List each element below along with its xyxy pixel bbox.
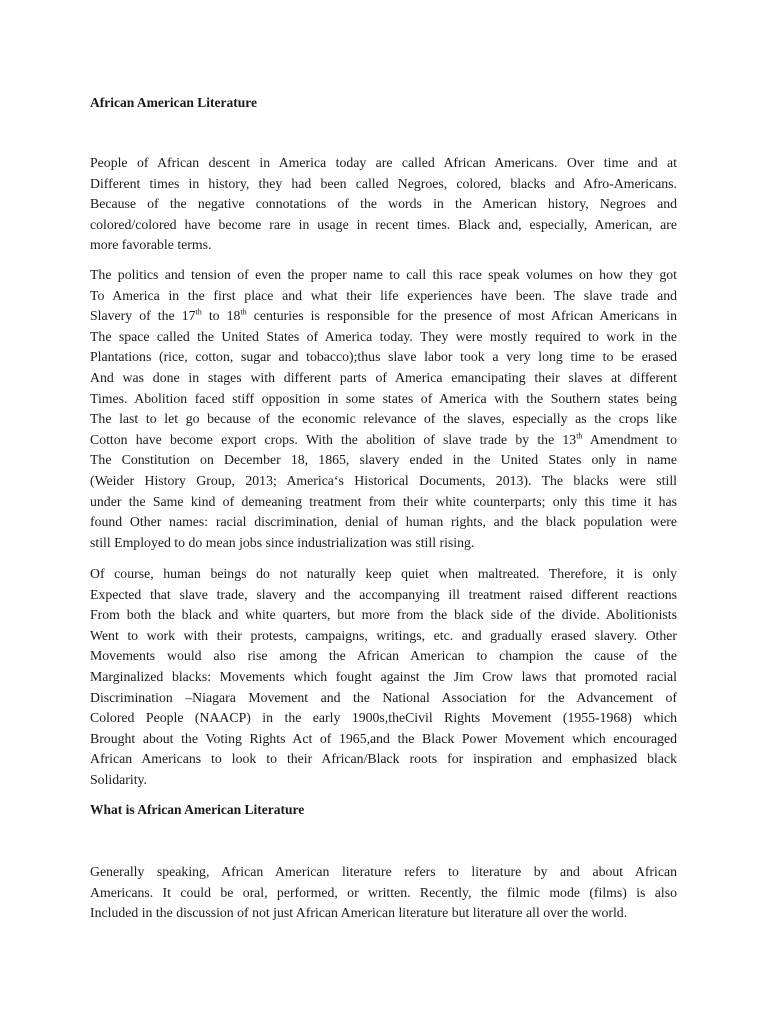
text-line: Colored People (NAACP) in the early 1900s,theCivil Rights Movement (1955-1968) which bbox=[90, 710, 677, 726]
text-line: Expected that slave trade, slavery and the accompanying ill treatment raised different reactions bbox=[90, 586, 677, 602]
text-line: more favorable terms. bbox=[90, 237, 212, 253]
text-line: To America in the first place and what their life experiences have been. The slave trade and bbox=[90, 287, 677, 303]
paragraph-intro bbox=[90, 153, 677, 256]
text-line: And was done in stages with different parts of America emancipating their slaves at different bbox=[90, 369, 677, 385]
text-line: Marginalized blacks: Movements which fought against the Jim Crow laws that promoted racial bbox=[90, 668, 677, 684]
text-line: (Weider History Group, 2013; America‘s Historical Documents, 2013). The blacks were still bbox=[90, 472, 677, 488]
text-line: African Americans to look to their African/Black roots for inspiration and emphasized black bbox=[90, 751, 677, 767]
text-line: Americans. It could be oral, performed, or written. Recently, the filmic mode (films) is also bbox=[90, 884, 677, 900]
text-line: The last to let go because of the economic relevance of the slaves, especially as the crops like bbox=[90, 411, 677, 427]
text-line: Generally speaking, African American literature refers to literature by and about African bbox=[90, 864, 677, 879]
section-subheading: What is African American Literature bbox=[90, 802, 305, 817]
text-line: colored/colored have become rare in usage in recent times. Black and, especially, American, are bbox=[90, 216, 677, 232]
text-line: Went to work with their protests, campaigns, writings, etc. and gradually erased slavery. Other bbox=[90, 627, 677, 643]
paragraph-politics bbox=[90, 265, 677, 553]
text-line: People of African descent in America today are called African Americans. Over time and at bbox=[90, 155, 677, 170]
text-line: The space called the United States of America today. They were mostly required to work in the bbox=[90, 328, 677, 344]
text-line: From both the black and white quarters, but more from the black side of the divide. Abolitionists bbox=[90, 607, 677, 623]
text-line: The politics and tension of even the proper name to call this race speak volumes on how they got bbox=[90, 267, 677, 282]
text-line: Times. Abolition faced stiff opposition in some states of America with the Southern states being bbox=[90, 390, 677, 406]
text-line: still Employed to do mean jobs since industrialization was still rising. bbox=[90, 534, 475, 550]
text-line: Plantations (rice, cotton, sugar and tobacco);thus slave labor took a very long time to be erased bbox=[90, 349, 677, 365]
text-line: Cotton have become export crops. With the abolition of slave trade by the 13th Amendment to bbox=[90, 431, 678, 447]
text-line: Discrimination –Niagara Movement and the National Association for the Advancement of bbox=[90, 689, 677, 705]
text-line: Slavery of the 17th to 18th centuries is responsible for the presence of most African Americans in bbox=[90, 307, 677, 324]
text-line: Because of the negative connotations of the words in the American history, Negroes and bbox=[90, 196, 677, 212]
ordinal-suffix: th bbox=[195, 307, 202, 317]
text-line: Brought about the Voting Rights Act of 1965,and the Black Power Movement which encouraged bbox=[90, 730, 677, 746]
paragraph-definition bbox=[90, 862, 677, 924]
ordinal-suffix: th bbox=[576, 431, 583, 441]
text-line: Movements would also rise among the African American to champion the cause of the bbox=[90, 648, 677, 664]
paragraph-movements bbox=[90, 564, 677, 791]
text-line: The Constitution on December 18, 1865, slavery ended in the United States only in name bbox=[90, 452, 677, 468]
text-line: Of course, human beings do not naturally keep quiet when maltreated. Therefore, it is only bbox=[90, 566, 677, 581]
text-line: Included in the discussion of not just African American literature but literature all over the world. bbox=[90, 905, 628, 921]
text-line: Different times in history, they had been called Negroes, colored, blacks and Afro-Americans. bbox=[90, 175, 677, 191]
ordinal-suffix: th bbox=[240, 307, 247, 317]
text-line: under the Same kind of demeaning treatment from their white counterparts; only this time it has bbox=[90, 493, 677, 509]
text-line: found Other names: racial discrimination, denial of human rights, and the black population were bbox=[90, 514, 677, 530]
document-title: African American Literature bbox=[90, 95, 257, 110]
text-line: Solidarity. bbox=[90, 771, 147, 787]
